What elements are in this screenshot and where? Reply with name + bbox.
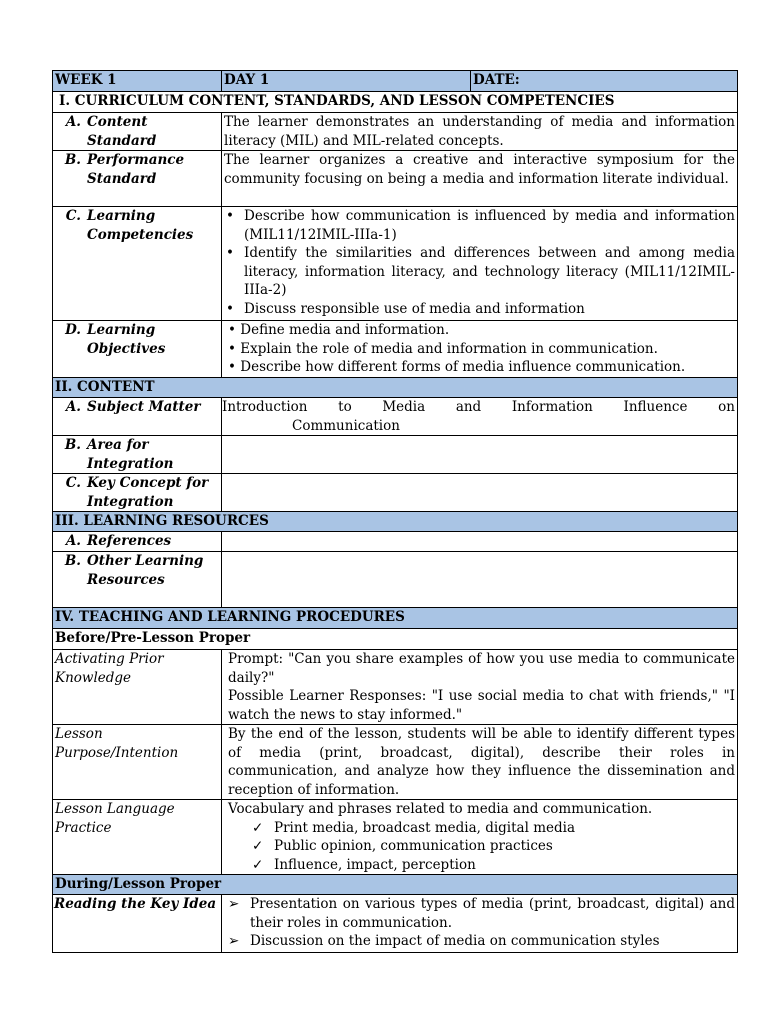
section1-title: I. CURRICULUM CONTENT, STANDARDS, AND LESSON COMPETENCIES bbox=[53, 92, 738, 113]
week-cell: WEEK 1 bbox=[53, 71, 222, 92]
activating-row bbox=[53, 650, 738, 725]
language-cell: Vocabulary and phrases related to media and communication. ✓ Print media, broadcast media, digital media ✓ Public opinion, communication practices ✓ Influence, impact, perception bbox=[222, 800, 738, 875]
date-cell: DATE: bbox=[471, 71, 738, 92]
area-integration-value bbox=[222, 436, 738, 474]
learning-objectives-cell bbox=[222, 321, 738, 378]
objective-item: • Describe how different forms of media influence communication. bbox=[228, 359, 686, 375]
content-standard-label: A. Content Standard bbox=[53, 113, 222, 151]
performance-standard-row bbox=[53, 151, 738, 207]
reading-item: ➢ Discussion on the impact of media on communication styles bbox=[250, 932, 735, 951]
objective-item: • Explain the role of media and information in communication. bbox=[228, 340, 658, 357]
subject-matter-label: A. Subject Matter bbox=[53, 398, 222, 436]
learning-objectives-label: D. Learning Objectives bbox=[53, 321, 222, 378]
objective-item: • Define media and information. bbox=[228, 322, 450, 338]
competency-item: • Describe how communication is influenced by media and information (MIL11/12IMIL-IIIa-1) bbox=[244, 207, 735, 244]
vocabulary-item: ✓ Print media, broadcast media, digital media bbox=[274, 819, 735, 838]
section3-title: III. LEARNING RESOURCES bbox=[53, 512, 738, 532]
other-resources-label: B. Other Learning Resources bbox=[53, 552, 222, 608]
performance-standard-text: The learner organizes a creative and interactive symposium for the community focusing on being a media and information literate individual. bbox=[222, 151, 738, 207]
activating-label: Activating Prior Knowledge bbox=[53, 650, 222, 725]
activating-text: Prompt: "Can you share examples of how you use media to communicate daily?" Possible Learner Responses: "I use social media to chat with friends," "I watch the news to stay informed." bbox=[222, 650, 738, 725]
language-row bbox=[53, 800, 738, 875]
vocabulary-item: ✓ Public opinion, communication practices bbox=[274, 837, 735, 856]
key-concept-row bbox=[53, 474, 738, 512]
during-lesson-heading: During/Lesson Proper bbox=[53, 875, 738, 895]
section4-title: IV. TEACHING AND LEARNING PROCEDURES bbox=[53, 608, 738, 629]
references-row bbox=[53, 532, 738, 552]
other-resources-value bbox=[222, 552, 738, 608]
lesson-plan-page bbox=[52, 70, 737, 953]
vocabulary-item: ✓ Influence, impact, perception bbox=[274, 856, 735, 875]
competency-item: • Discuss responsible use of media and information bbox=[244, 300, 735, 319]
performance-standard-label: B. Performance Standard bbox=[53, 151, 222, 207]
before-lesson-heading: Before/Pre-Lesson Proper bbox=[53, 629, 738, 650]
day-cell: DAY 1 bbox=[222, 71, 471, 92]
reading-cell bbox=[222, 895, 738, 953]
purpose-label: Lesson Purpose/Intention bbox=[53, 725, 222, 800]
area-integration-label: B. Area for Integration bbox=[53, 436, 222, 474]
subject-matter-text: Introduction to Media and Information Influence on Communication bbox=[222, 398, 738, 436]
other-resources-row bbox=[53, 552, 738, 608]
references-label: A. References bbox=[53, 532, 222, 552]
subject-matter-row bbox=[53, 398, 738, 436]
reading-row bbox=[53, 895, 738, 953]
learning-objectives-row bbox=[53, 321, 738, 378]
key-concept-value bbox=[222, 474, 738, 512]
reading-label: Reading the Key Idea bbox=[53, 895, 222, 953]
purpose-text: By the end of the lesson, students will be able to identify different types of media (print, broadcast, digital), describe their roles in communication, and analyze how they influence the dissemination and reception of information. bbox=[222, 725, 738, 800]
lesson-plan-table bbox=[52, 70, 738, 953]
content-standard-row bbox=[53, 113, 738, 151]
references-value bbox=[222, 532, 738, 552]
learning-competencies-cell bbox=[222, 207, 738, 321]
learning-competencies-row bbox=[53, 207, 738, 321]
section2-title: II. CONTENT bbox=[53, 378, 738, 398]
reading-item: ➢ Presentation on various types of media (print, broadcast, digital) and their roles in communication. bbox=[250, 895, 735, 932]
area-integration-row bbox=[53, 436, 738, 474]
competency-item: • Identify the similarities and differences between and among media literacy, information literacy, and technology literacy (MIL11/12IMIL-IIIa-2) bbox=[244, 244, 735, 300]
learning-competencies-label: C. Learning Competencies bbox=[53, 207, 222, 321]
content-standard-text: The learner demonstrates an understanding of media and information literacy (MIL) and MIL-related concepts. bbox=[222, 113, 738, 151]
language-label: Lesson Language Practice bbox=[53, 800, 222, 875]
key-concept-label: C. Key Concept for Integration bbox=[53, 474, 222, 512]
purpose-row bbox=[53, 725, 738, 800]
header-row bbox=[53, 71, 738, 92]
